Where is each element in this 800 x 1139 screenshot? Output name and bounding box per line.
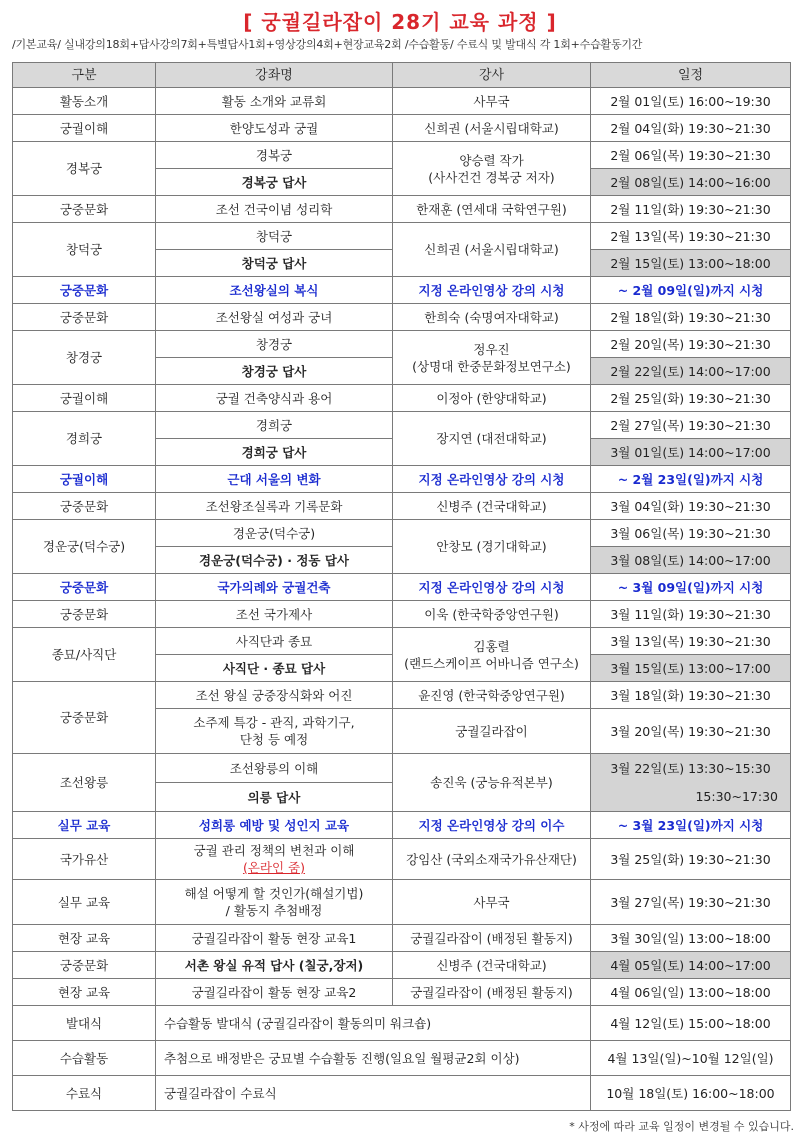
lecture-cell: 창경궁 bbox=[156, 331, 393, 358]
date-cell: 2월 13일(목) 19:30~21:30 bbox=[591, 223, 791, 250]
lecturer-cell: 지정 온라인영상 강의 이수 bbox=[393, 812, 591, 839]
category-cell: 궁중문화 bbox=[13, 574, 156, 601]
field-trip-cell: 경운궁(덕수궁) · 정동 답사 bbox=[156, 547, 393, 574]
date-cell: 3월 27일(목) 19:30~21:30 bbox=[591, 880, 791, 925]
date-cell: 2월 20일(목) 19:30~21:30 bbox=[591, 331, 791, 358]
date-cell: 4월 12일(토) 15:00~18:00 bbox=[591, 1006, 791, 1041]
lecturer-cell: 한희숙 (숙명여자대학교) bbox=[393, 304, 591, 331]
lecturer-cell: 지정 온라인영상 강의 시청 bbox=[393, 277, 591, 304]
lecture-cell: 근대 서울의 변화 bbox=[156, 466, 393, 493]
date-cell: 2월 01일(토) 16:00~19:30 bbox=[591, 88, 791, 115]
table-row bbox=[13, 979, 791, 1006]
category-cell: 궁중문화 bbox=[13, 493, 156, 520]
field-trip-cell: 경희궁 답사 bbox=[156, 439, 393, 466]
date-cell: 2월 11일(화) 19:30~21:30 bbox=[591, 196, 791, 223]
lecture-cell: 경희궁 bbox=[156, 412, 393, 439]
lecture-cell: 사직단과 종묘 bbox=[156, 628, 393, 655]
date-cell: 4월 13일(일)~10월 12일(일) bbox=[591, 1041, 791, 1076]
lecturer-affiliation: (랜드스케이프 어바니즘 연구소) bbox=[404, 655, 579, 671]
field-trip-cell: 사직단 · 종묘 답사 bbox=[156, 655, 393, 682]
table-row bbox=[13, 628, 791, 655]
lecture-cell: 성희롱 예방 및 성인지 교육 bbox=[156, 812, 393, 839]
category-cell: 궁궐이해 bbox=[13, 385, 156, 412]
course-summary: /기본교육/ 실내강의18회+답사강의7회+특별답사1회+영상강의4회+현장교육2회 /수습활동/ 수료식 및 발대식 각 1회+수습활동기간 bbox=[12, 38, 643, 51]
lecturer-cell bbox=[393, 142, 591, 196]
event-cell: 수습활동 발대식 (궁궐길라잡이 활동의미 워크숍) bbox=[156, 1006, 591, 1041]
lecture-cell: 궁궐 건축양식과 용어 bbox=[156, 385, 393, 412]
category-cell: 국가유산 bbox=[13, 839, 156, 880]
lecturer-cell: 신병주 (건국대학교) bbox=[393, 493, 591, 520]
lecturer-cell: 사무국 bbox=[393, 880, 591, 925]
date-cell: 3월 06일(목) 19:30~21:30 bbox=[591, 520, 791, 547]
date-cell: 3월 20일(목) 19:30~21:30 bbox=[591, 709, 791, 754]
table-row bbox=[13, 880, 791, 925]
lecture-cell: 경복궁 bbox=[156, 142, 393, 169]
date-cell: 2월 06일(목) 19:30~21:30 bbox=[591, 142, 791, 169]
page-title: [ 궁궐길라잡이 28기 교육 과정 ] bbox=[243, 10, 557, 34]
date-cell: 3월 04일(화) 19:30~21:30 bbox=[591, 493, 791, 520]
category-cell: 경복궁 bbox=[13, 142, 156, 196]
table-row bbox=[13, 331, 791, 358]
lecturer-cell: 한재훈 (연세대 국학연구원) bbox=[393, 196, 591, 223]
date-cell: 3월 08일(토) 14:00~17:00 bbox=[591, 547, 791, 574]
category-cell: 궁중문화 bbox=[13, 277, 156, 304]
field-trip-cell: 서촌 왕실 유적 답사 (칠궁,장저) bbox=[156, 952, 393, 979]
table-row bbox=[13, 115, 791, 142]
date-cell: ~ 3월 09일(일)까지 시청 bbox=[591, 574, 791, 601]
date-cell: 3월 15일(토) 13:00~17:00 bbox=[591, 655, 791, 682]
table-row bbox=[13, 754, 791, 783]
lecturer-name: 김홍렬 bbox=[473, 638, 510, 654]
lecturer-cell: 장지연 (대전대학교) bbox=[393, 412, 591, 466]
date-cell: 3월 25일(화) 19:30~21:30 bbox=[591, 839, 791, 880]
date-cell: 15:30~17:30 bbox=[591, 783, 791, 812]
lecture-cell: 조선왕릉의 이해 bbox=[156, 754, 393, 783]
lecturer-cell: 송진욱 (궁능유적본부) bbox=[393, 754, 591, 812]
category-cell: 실무 교육 bbox=[13, 880, 156, 925]
event-cell: 추첨으로 배정받은 궁묘별 수습활동 진행(일요일 월평균2회 이상) bbox=[156, 1041, 591, 1076]
date-cell: 2월 08일(토) 14:00~16:00 bbox=[591, 169, 791, 196]
table-row bbox=[13, 412, 791, 439]
lecturer-cell: 지정 온라인영상 강의 시청 bbox=[393, 574, 591, 601]
online-lecture-row bbox=[13, 574, 791, 601]
table-row bbox=[13, 1006, 791, 1041]
header-lecture: 강좌명 bbox=[156, 63, 393, 88]
lecture-cell: 조선왕실 여성과 궁녀 bbox=[156, 304, 393, 331]
table-row bbox=[13, 304, 791, 331]
table-row bbox=[13, 493, 791, 520]
category-cell: 창경궁 bbox=[13, 331, 156, 385]
header-schedule: 일정 bbox=[591, 63, 791, 88]
table-row bbox=[13, 1041, 791, 1076]
lecturer-cell: 이정아 (한양대학교) bbox=[393, 385, 591, 412]
schedule-change-note: * 사정에 따라 교육 일정이 변경될 수 있습니다. bbox=[569, 1120, 794, 1133]
table-row bbox=[13, 1076, 791, 1111]
category-cell: 궁궐이해 bbox=[13, 466, 156, 493]
table-row bbox=[13, 385, 791, 412]
category-cell: 수습활동 bbox=[13, 1041, 156, 1076]
category-cell: 궁중문화 bbox=[13, 601, 156, 628]
lecture-cell: 경운궁(덕수궁) bbox=[156, 520, 393, 547]
category-cell: 수료식 bbox=[13, 1076, 156, 1111]
category-cell: 궁중문화 bbox=[13, 196, 156, 223]
table-row bbox=[13, 520, 791, 547]
lecturer-cell: 이욱 (한국학중앙연구원) bbox=[393, 601, 591, 628]
lecture-title-line: 단청 등 예정 bbox=[239, 732, 309, 747]
date-cell: 3월 11일(화) 19:30~21:30 bbox=[591, 601, 791, 628]
table-row bbox=[13, 839, 791, 880]
lecturer-name: 정우진 bbox=[473, 341, 510, 357]
lecturer-affiliation: (상명대 한중문화정보연구소) bbox=[412, 358, 571, 374]
lecturer-cell: 안창모 (경기대학교) bbox=[393, 520, 591, 574]
date-cell: 3월 18일(화) 19:30~21:30 bbox=[591, 682, 791, 709]
online-lecture-row bbox=[13, 466, 791, 493]
category-cell: 현장 교육 bbox=[13, 925, 156, 952]
table-row bbox=[13, 952, 791, 979]
category-cell: 경운궁(덕수궁) bbox=[13, 520, 156, 574]
lecture-cell: 활동 소개와 교류회 bbox=[156, 88, 393, 115]
lecturer-cell: 사무국 bbox=[393, 88, 591, 115]
lecturer-cell: 신희권 (서울시립대학교) bbox=[393, 223, 591, 277]
date-cell: 3월 01일(토) 14:00~17:00 bbox=[591, 439, 791, 466]
table-row bbox=[13, 88, 791, 115]
event-cell: 궁궐길라잡이 수료식 bbox=[156, 1076, 591, 1111]
online-lecture-row bbox=[13, 812, 791, 839]
lecturer-cell: 궁궐길라잡이 bbox=[393, 709, 591, 754]
lecture-title-line: 소주제 특강 - 관직, 과학기구, bbox=[193, 715, 355, 730]
lecturer-cell: 궁궐길라잡이 (배정된 활동지) bbox=[393, 925, 591, 952]
lecture-cell: 조선 건국이념 성리학 bbox=[156, 196, 393, 223]
lecture-cell: 조선왕조실록과 기록문화 bbox=[156, 493, 393, 520]
lecturer-cell: 윤진영 (한국학중앙연구원) bbox=[393, 682, 591, 709]
field-trip-cell: 창덕궁 답사 bbox=[156, 250, 393, 277]
date-cell: 4월 05일(토) 14:00~17:00 bbox=[591, 952, 791, 979]
category-cell: 활동소개 bbox=[13, 88, 156, 115]
category-cell: 실무 교육 bbox=[13, 812, 156, 839]
lecturer-cell: 신병주 (건국대학교) bbox=[393, 952, 591, 979]
date-cell: 2월 25일(화) 19:30~21:30 bbox=[591, 385, 791, 412]
online-lecture-row bbox=[13, 277, 791, 304]
category-cell: 발대식 bbox=[13, 1006, 156, 1041]
date-cell: 2월 04일(화) 19:30~21:30 bbox=[591, 115, 791, 142]
table-row bbox=[13, 142, 791, 169]
date-cell: 2월 15일(토) 13:00~18:00 bbox=[591, 250, 791, 277]
lecture-cell: 궁궐길라잡이 활동 현장 교육2 bbox=[156, 979, 393, 1006]
date-cell: 2월 22일(토) 14:00~17:00 bbox=[591, 358, 791, 385]
header-category: 구분 bbox=[13, 63, 156, 88]
table-row bbox=[13, 682, 791, 709]
category-cell: 경희궁 bbox=[13, 412, 156, 466]
lecture-cell: 조선왕실의 복식 bbox=[156, 277, 393, 304]
lecturer-cell: 강임산 (국외소재국가유산재단) bbox=[393, 839, 591, 880]
field-trip-cell: 경복궁 답사 bbox=[156, 169, 393, 196]
field-trip-cell: 의릉 답사 bbox=[156, 783, 393, 812]
category-cell: 창덕궁 bbox=[13, 223, 156, 277]
header-lecturer: 강사 bbox=[393, 63, 591, 88]
lecture-cell: 궁궐길라잡이 활동 현장 교육1 bbox=[156, 925, 393, 952]
lecture-title-line: / 활동지 추첨배정 bbox=[225, 903, 323, 918]
lecture-cell: 조선 국가제사 bbox=[156, 601, 393, 628]
category-cell: 궁중문화 bbox=[13, 952, 156, 979]
category-cell: 궁중문화 bbox=[13, 682, 156, 754]
category-cell: 현장 교육 bbox=[13, 979, 156, 1006]
lecturer-cell: 지정 온라인영상 강의 시청 bbox=[393, 466, 591, 493]
date-cell: 3월 13일(목) 19:30~21:30 bbox=[591, 628, 791, 655]
date-cell: 2월 18일(화) 19:30~21:30 bbox=[591, 304, 791, 331]
lecturer-cell bbox=[393, 628, 591, 682]
lecture-cell: 창덕궁 bbox=[156, 223, 393, 250]
lecture-cell: 국가의례와 궁궐건축 bbox=[156, 574, 393, 601]
table-row bbox=[13, 925, 791, 952]
lecture-cell bbox=[156, 839, 393, 880]
lecture-title-line: 해설 어떻게 할 것인가(해설기법) bbox=[184, 886, 364, 901]
category-cell: 궁중문화 bbox=[13, 304, 156, 331]
field-trip-cell: 창경궁 답사 bbox=[156, 358, 393, 385]
lecture-title-line: 궁궐 관리 정책의 변천과 이해 bbox=[193, 843, 355, 858]
lecture-cell bbox=[156, 709, 393, 754]
schedule-table bbox=[12, 62, 791, 1111]
date-cell: ~ 3월 23일(일)까지 시청 bbox=[591, 812, 791, 839]
category-cell: 궁궐이해 bbox=[13, 115, 156, 142]
lecturer-cell: 궁궐길라잡이 (배정된 활동지) bbox=[393, 979, 591, 1006]
lecturer-cell bbox=[393, 331, 591, 385]
lecturer-cell: 신희권 (서울시립대학교) bbox=[393, 115, 591, 142]
category-cell: 종묘/사직단 bbox=[13, 628, 156, 682]
lecture-cell: 조선 왕실 궁중장식화와 어진 bbox=[156, 682, 393, 709]
date-cell: 3월 30일(일) 13:00~18:00 bbox=[591, 925, 791, 952]
lecture-cell: 한양도성과 궁궐 bbox=[156, 115, 393, 142]
lecture-cell bbox=[156, 880, 393, 925]
date-cell: ~ 2월 09일(일)까지 시청 bbox=[591, 277, 791, 304]
date-cell: 10월 18일(토) 16:00~18:00 bbox=[591, 1076, 791, 1111]
online-zoom-note: (온라인 줌) bbox=[242, 860, 306, 875]
table-row bbox=[13, 196, 791, 223]
lecturer-affiliation: (사사건건 경복궁 저자) bbox=[428, 169, 555, 185]
lecturer-name: 양승렬 작가 bbox=[459, 152, 524, 168]
date-cell: ~ 2월 23일(일)까지 시청 bbox=[591, 466, 791, 493]
date-cell: 3월 22일(토) 13:30~15:30 bbox=[591, 754, 791, 783]
category-cell: 조선왕릉 bbox=[13, 754, 156, 812]
date-cell: 2월 27일(목) 19:30~21:30 bbox=[591, 412, 791, 439]
table-row bbox=[13, 601, 791, 628]
date-cell: 4월 06일(일) 13:00~18:00 bbox=[591, 979, 791, 1006]
table-header-row bbox=[13, 63, 791, 88]
table-row bbox=[13, 223, 791, 250]
